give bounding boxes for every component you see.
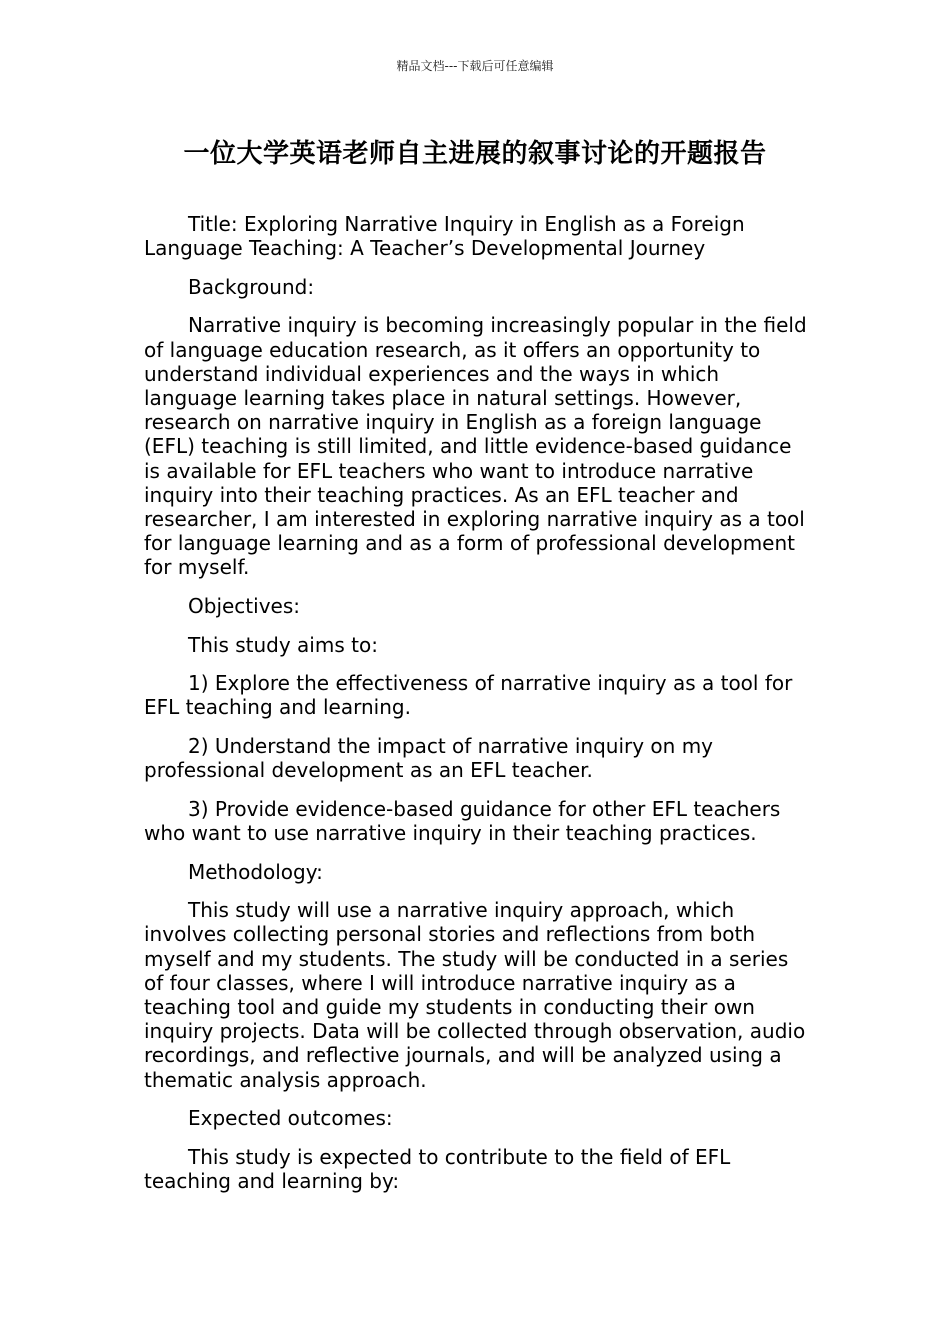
heading-methodology: Methodology: bbox=[188, 859, 323, 884]
heading-expected-outcomes: Expected outcomes: bbox=[188, 1106, 393, 1131]
paragraph-background: Narrative inquiry is becoming increasingly popular in the field of language education research, as it offers an opportunity to understand individual experiences and the ways in which language learning takes place in natural settings. However, research on narrative inquiry in English as a foreign language (EFL) teaching is still limited, and little evidence-based guidance is available for EFL teachers who want to introduce narrative inquiry into their teaching practices. As an EFL teacher and researcher, I am interested in exploring narrative inquiry as a tool for language learning and as a form of professional development for myself. bbox=[144, 313, 807, 580]
list-item-objective-3: 3) Provide evidence-based guidance for other EFL teachers who want to use narrative inquiry in their teaching practices. bbox=[144, 796, 781, 845]
header-note: 精品文档---下载后可任意编辑 bbox=[396, 59, 554, 73]
document-title: 一位大学英语老师自主进展的叙事讨论的开题报告 bbox=[183, 139, 767, 169]
paragraph-methodology: This study will use a narrative inquiry approach, which involves collecting personal stories and reflections from both myself and my students. The study will be conducted in a series of four classes, where I will introduce narrative inquiry as a teaching tool and guide my students in conducting their own inquiry projects. Data will be collected through observation, audio recordings, and reflective journals, and will be analyzed using a thematic analysis approach. bbox=[144, 898, 806, 1092]
heading-objectives: Objectives: bbox=[188, 594, 300, 619]
paragraph-outcomes-intro: This study is expected to contribute to the field of EFL teaching and learning by: bbox=[144, 1144, 731, 1193]
heading-background: Background: bbox=[188, 274, 315, 299]
list-item-objective-1: 1) Explore the effectiveness of narrative inquiry as a tool for EFL teaching and learning. bbox=[144, 671, 793, 720]
document-body bbox=[144, 212, 808, 1208]
paragraph-title-line: Title: Exploring Narrative Inquiry in English as a Foreign Language Teaching: A Teacher’s Developmental Journey bbox=[144, 212, 745, 261]
list-item-objective-2: 2) Understand the impact of narrative inquiry on my professional development as an EFL teacher. bbox=[144, 734, 714, 783]
paragraph-aims-intro: This study aims to: bbox=[188, 632, 378, 657]
